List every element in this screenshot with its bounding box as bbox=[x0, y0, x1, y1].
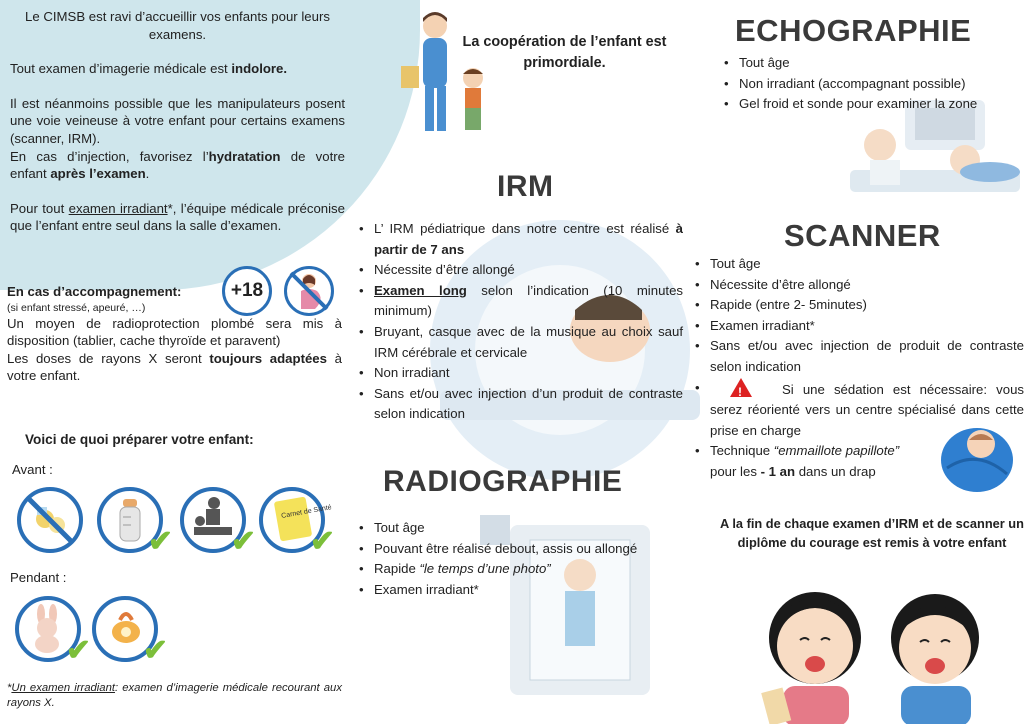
radiography-item-text: Pouvant être réalisé debout, assis ou allongé bbox=[374, 540, 638, 556]
footnote bbox=[7, 681, 342, 711]
technique-line2-pre: pour les bbox=[710, 463, 761, 479]
irm-item bbox=[357, 322, 683, 363]
accompaniment-title: En cas d’accompagnement: bbox=[7, 284, 182, 299]
radiography-item bbox=[357, 580, 687, 601]
technique-italic: “emmaillote papillote” bbox=[773, 443, 900, 459]
technique-pre: Technique bbox=[710, 443, 774, 459]
checkmark-icon: ✔ bbox=[309, 525, 335, 558]
sedation-text: Si une sédation est nécessaire: vous serez réorienté vers un centre spécialisé dans cette prise en charge bbox=[710, 381, 1024, 438]
irm-item-bold: à partir de 7 ans bbox=[374, 221, 683, 257]
hydration-bold: hydratation bbox=[208, 148, 281, 164]
indolore-text bbox=[10, 60, 345, 78]
children-illustration bbox=[745, 578, 1005, 724]
diploma-text: A la fin de chaque examen d’IRM et de scanner un diplôme du courage est remis à votre enfant bbox=[720, 516, 1024, 550]
voie-text bbox=[10, 95, 345, 148]
welcome-text: Le CIMSB est ravi d’accueillir vos enfants pour leurs examens. bbox=[25, 9, 330, 42]
checkmark-icon: ✔ bbox=[230, 525, 256, 558]
health-booklet-icon bbox=[259, 487, 335, 558]
irm-list bbox=[357, 219, 683, 425]
carnet-label: Carnet de Santé bbox=[280, 504, 333, 520]
warning-icon bbox=[730, 378, 752, 397]
hydration-mid: de votre enfant bbox=[10, 148, 345, 182]
avant-label: Avant : bbox=[12, 462, 53, 477]
accompaniment-subtitle: (si enfant stressé, apeuré, …) bbox=[7, 301, 146, 314]
radioprotection-text: Un moyen de radioprotection plombé sera mis à disposition (tablier, cache thyroïde et paravent) bbox=[7, 315, 342, 349]
irm-item bbox=[357, 219, 683, 260]
echography-item: • Tout âge bbox=[722, 53, 1022, 74]
radiography-item bbox=[357, 518, 687, 539]
irradiant-underlined: examen irradiant bbox=[68, 200, 168, 216]
pacifier-icon bbox=[92, 596, 168, 667]
footnote-underlined: Un examen irradiant bbox=[11, 682, 116, 694]
doses-pre: Les doses de rayons X seront bbox=[7, 350, 210, 366]
footnote-star: * bbox=[7, 682, 12, 694]
irm-item-text: Bruyant, casque avec de la musique au choix sauf IRM cérébrale et cervicale bbox=[374, 323, 683, 360]
radiography-item-italic: “le temps d’une photo” bbox=[419, 561, 551, 577]
irm-title: IRM bbox=[497, 170, 554, 203]
doses-text bbox=[7, 350, 342, 385]
irradiant-text bbox=[10, 200, 345, 235]
echography-list bbox=[722, 53, 1022, 115]
echography-item: • Non irradiant (accompagnant possible) bbox=[722, 74, 1022, 95]
indolore-bold: indolore. bbox=[231, 61, 288, 77]
scanner-item: • Nécessite d’être allongé bbox=[693, 275, 1024, 296]
irm-item-text: Nécessite d’être allongé bbox=[374, 262, 515, 278]
accompaniment-section bbox=[7, 283, 342, 385]
echography-item: • Gel froid et sonde pour examiner la zone bbox=[722, 94, 1022, 115]
hydration-bold2: après l’examen bbox=[50, 166, 146, 182]
scanner-title: SCANNER bbox=[784, 218, 941, 253]
checkmark-icon: ✔ bbox=[65, 634, 91, 667]
irradiant-pre: Pour tout bbox=[10, 200, 69, 216]
intro-text bbox=[10, 8, 345, 252]
radiography-title: RADIOGRAPHIE bbox=[383, 465, 623, 498]
diaper-change-icon bbox=[180, 487, 256, 558]
hydration-pre: En cas d’injection, favorisez l’ bbox=[10, 148, 209, 164]
hydration-text bbox=[10, 148, 345, 183]
technique-line2-bold: - 1 an bbox=[760, 463, 796, 479]
scanner-item: • Rapide (entre 2- 5minutes) bbox=[693, 295, 1024, 316]
footnote-rest: : examen d’imagerie médicale recourant aux rayons X. bbox=[7, 682, 342, 709]
hydration-end: . bbox=[145, 166, 150, 182]
irm-item bbox=[357, 260, 683, 281]
swaddled-baby-icon bbox=[937, 418, 1017, 498]
irm-item bbox=[357, 384, 683, 425]
irm-item-text: selon l’indication (10 minutes minimum) bbox=[374, 282, 683, 319]
technique-line2-post: dans un drap bbox=[795, 463, 876, 479]
doses-post: à votre enfant. bbox=[7, 350, 343, 384]
cooperation-heading: La coopération de l’enfant est primordiale. bbox=[462, 34, 667, 71]
scanner-item: • Tout âge bbox=[693, 254, 1024, 275]
scanner-item: • Examen irradiant* bbox=[693, 316, 1024, 337]
irm-item-text: L’ IRM pédiatrique dans notre centre est réalisé bbox=[374, 221, 676, 236]
checkmark-icon: ✔ bbox=[147, 525, 173, 558]
radiography-item-text: Examen irradiant* bbox=[374, 581, 479, 597]
voie-veineuse-text: Il est néanmoins possible que les manipulateurs posent une voie veineuse à votre enfant pour certains examens (scanner, IRM). bbox=[10, 95, 345, 146]
irm-item-text: Non irradiant bbox=[374, 365, 450, 381]
irradiant-post: *, l’équipe médicale préconise que l’enfant entre seul dans la salle d’examen. bbox=[10, 200, 345, 234]
irm-item bbox=[357, 363, 683, 384]
radiography-item-text: Rapide bbox=[374, 561, 420, 577]
radiography-item bbox=[357, 539, 687, 560]
baby-bottle-icon bbox=[97, 487, 173, 558]
irm-item-bold: Examen long bbox=[374, 282, 467, 298]
preparation-title: Voici de quoi préparer votre enfant: bbox=[25, 432, 254, 447]
indolore-pre: Tout examen d’imagerie médicale est bbox=[10, 61, 232, 77]
irm-item-text: Sans et/ou avec injection d’un produit de contraste selon indication bbox=[374, 385, 683, 422]
radiography-item-text: Tout âge bbox=[374, 520, 425, 535]
radiography-item bbox=[357, 559, 687, 580]
pendant-label: Pendant : bbox=[10, 570, 67, 585]
scanner-item: • Sans et/ou avec injection de produit de contraste selon indication bbox=[693, 336, 1024, 377]
warning-mark: • ! bbox=[738, 384, 742, 399]
doses-bold: toujours adaptées bbox=[209, 350, 327, 366]
irm-item bbox=[357, 281, 683, 322]
checkmark-icon: ✔ bbox=[142, 634, 168, 667]
nurse-child-illustration bbox=[395, 8, 495, 148]
plush-bunny-icon bbox=[15, 596, 91, 667]
badge-18-text: +18 bbox=[230, 280, 264, 301]
no-food-icon bbox=[17, 487, 83, 553]
echography-title: ECHOGRAPHIE bbox=[735, 13, 972, 48]
radiography-list bbox=[357, 518, 687, 600]
